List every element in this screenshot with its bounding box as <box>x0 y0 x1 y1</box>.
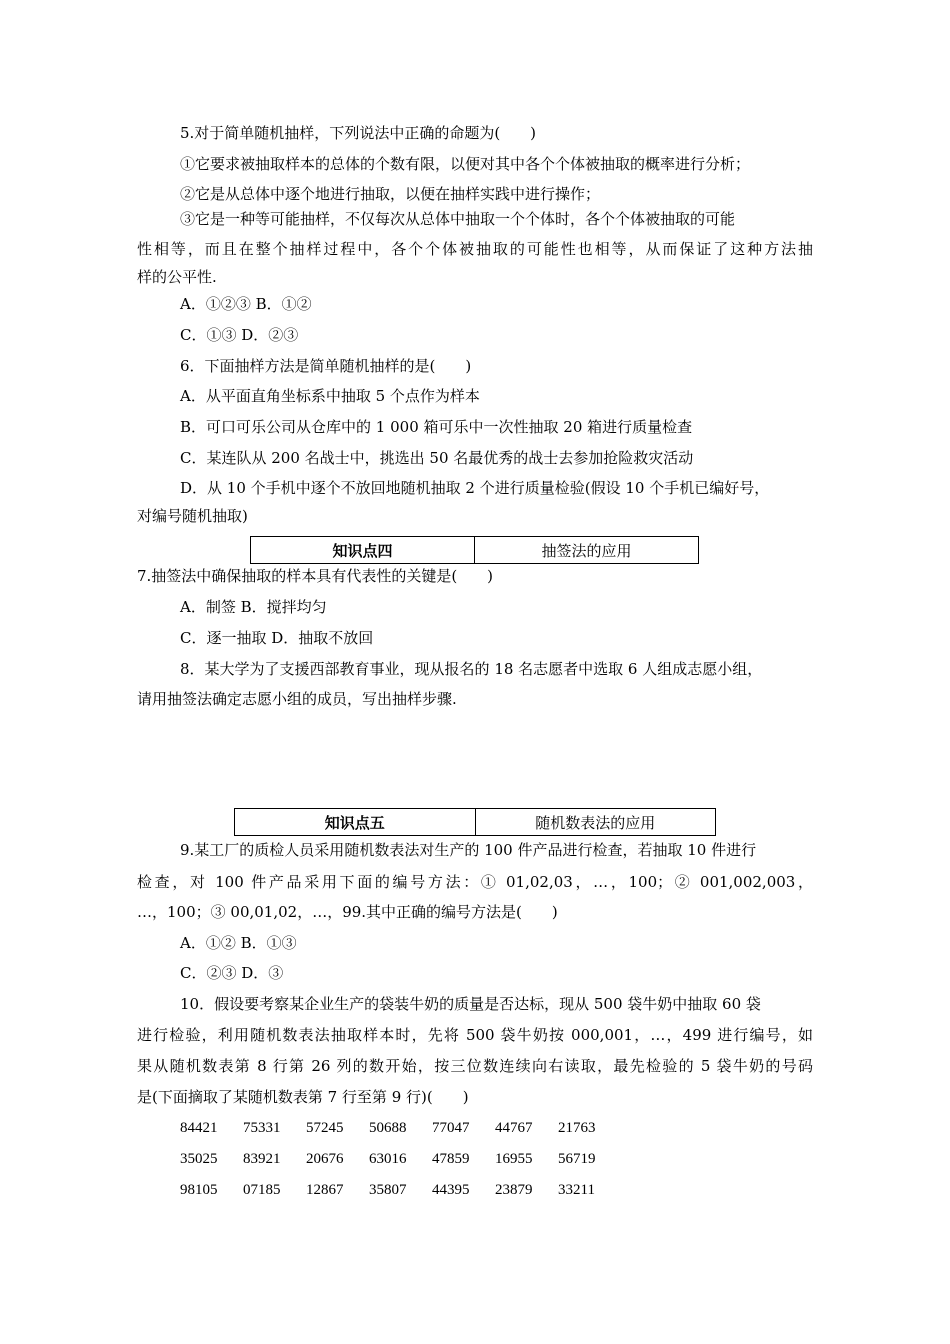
random-number: 83921 <box>243 1151 281 1167</box>
random-number: 35807 <box>369 1182 407 1198</box>
knowledge-point-4-title: 知识点四 <box>251 537 475 563</box>
random-number: 20676 <box>306 1151 344 1167</box>
knowledge-point-5-topic: 随机数表法的应用 <box>535 813 656 832</box>
q6-option-c: C．某连队从 200 名战士中，挑选出 50 名最优秀的战士去参加抢险救灾活动 <box>180 449 694 467</box>
q5-statement-3-line-2: 性相等，而且在整个抽样过程中，各个个体被抽取的可能性也相等，从而保证了这种方法抽 <box>137 240 813 258</box>
q5-statement-1: ①它要求被抽取样本的总体的个数有限，以便对其中各个个体被抽取的概率进行分析； <box>180 155 751 173</box>
random-table-row <box>180 1149 621 1180</box>
random-number: 12867 <box>306 1182 344 1198</box>
q10-line-4: 是(下面摘取了某随机数表第 7 行至第 9 行)( ) <box>137 1088 469 1106</box>
q5-stem: 5.对于简单随机抽样，下列说法中正确的命题为( ) <box>180 124 537 142</box>
q6-option-a: A．从平面直角坐标系中抽取 5 个点作为样本 <box>180 387 480 405</box>
random-number-table <box>180 1118 621 1211</box>
knowledge-point-4-topic: 抽签法的应用 <box>541 541 632 560</box>
q6-stem: 6．下面抽样方法是简单随机抽样的是( ) <box>180 357 472 375</box>
random-number: 23879 <box>495 1182 533 1198</box>
q5-options-cd: C．①③ D．②③ <box>180 326 299 344</box>
random-number: 77047 <box>432 1120 470 1136</box>
random-number: 50688 <box>369 1120 407 1136</box>
q10-line-3: 果从随机数表第 8 行第 26 列的数开始，按三位数连续向右读取，最先检验的 5 袋牛奶的号码 <box>137 1057 813 1075</box>
random-number: 47859 <box>432 1151 470 1167</box>
knowledge-point-5-header <box>234 808 716 836</box>
q10-line-2: 进行检验，利用随机数表法抽取样本时，先将 500 袋牛奶按 000,001，…，499 进行编号，如 <box>137 1026 813 1044</box>
q10-line-1: 10．假设要考察某企业生产的袋装牛奶的质量是否达标，现从 500 袋牛奶中抽取 60 袋 <box>180 995 761 1013</box>
q9-line-1: 9.某工厂的质检人员采用随机数表法对生产的 100 件产品进行检查，若抽取 10 件进行 <box>180 841 757 859</box>
knowledge-point-4-header <box>250 536 699 564</box>
random-number: 56719 <box>558 1151 596 1167</box>
q7-options-cd: C．逐一抽取 D．抽取不放回 <box>180 629 374 647</box>
random-number: 16955 <box>495 1151 533 1167</box>
q7-options-ab: A．制签 B．搅拌均匀 <box>180 598 327 616</box>
knowledge-point-5-title: 知识点五 <box>235 809 476 835</box>
random-number: 75331 <box>243 1120 281 1136</box>
random-number: 44395 <box>432 1182 470 1198</box>
random-number: 63016 <box>369 1151 407 1167</box>
q6-option-d-line-2: 对编号随机抽取) <box>137 507 248 525</box>
random-table-row <box>180 1180 621 1211</box>
q9-line-3: …，100；③ 00,01,02，…，99.其中正确的编号方法是( ) <box>137 903 558 921</box>
q5-statement-3-line-1: ③它是一种等可能抽样，不仅每次从总体中抽取一个个体时，各个个体被抽取的可能 <box>180 210 736 228</box>
q8-line-1: 8．某大学为了支援西部教育事业，现从报名的 18 名志愿者中选取 6 人组成志愿小组， <box>180 660 763 678</box>
random-number: 98105 <box>180 1182 218 1198</box>
random-number: 35025 <box>180 1151 218 1167</box>
q5-statement-3-line-3: 样的公平性. <box>137 268 217 286</box>
random-number: 57245 <box>306 1120 344 1136</box>
q8-line-2: 请用抽签法确定志愿小组的成员，写出抽样步骤. <box>137 690 457 708</box>
random-number: 21763 <box>558 1120 596 1136</box>
q7-stem: 7.抽签法中确保抽取的样本具有代表性的关键是( ) <box>137 567 494 585</box>
q6-option-d-line-1: D．从 10 个手机中逐个不放回地随机抽取 2 个进行质量检验(假设 10 个手机已编好号， <box>180 479 770 497</box>
q9-options-cd: C．②③ D．③ <box>180 964 284 982</box>
q6-option-b: B．可口可乐公司从仓库中的 1 000 箱可乐中一次性抽取 20 箱进行质量检查 <box>180 418 693 436</box>
q5-options-ab: A．①②③ B．①② <box>180 295 312 313</box>
random-number: 07185 <box>243 1182 281 1198</box>
q5-statement-2: ②它是从总体中逐个地进行抽取，以便在抽样实践中进行操作； <box>180 185 601 203</box>
q9-line-2: 检查，对 100 件产品采用下面的编号方法：① 01,02,03，…，100；② 001,002,003， <box>137 873 813 891</box>
q9-options-ab: A．①② B．①③ <box>180 934 297 952</box>
random-table-row <box>180 1118 621 1149</box>
random-number: 84421 <box>180 1120 218 1136</box>
random-number: 44767 <box>495 1120 533 1136</box>
random-number: 33211 <box>558 1182 595 1198</box>
